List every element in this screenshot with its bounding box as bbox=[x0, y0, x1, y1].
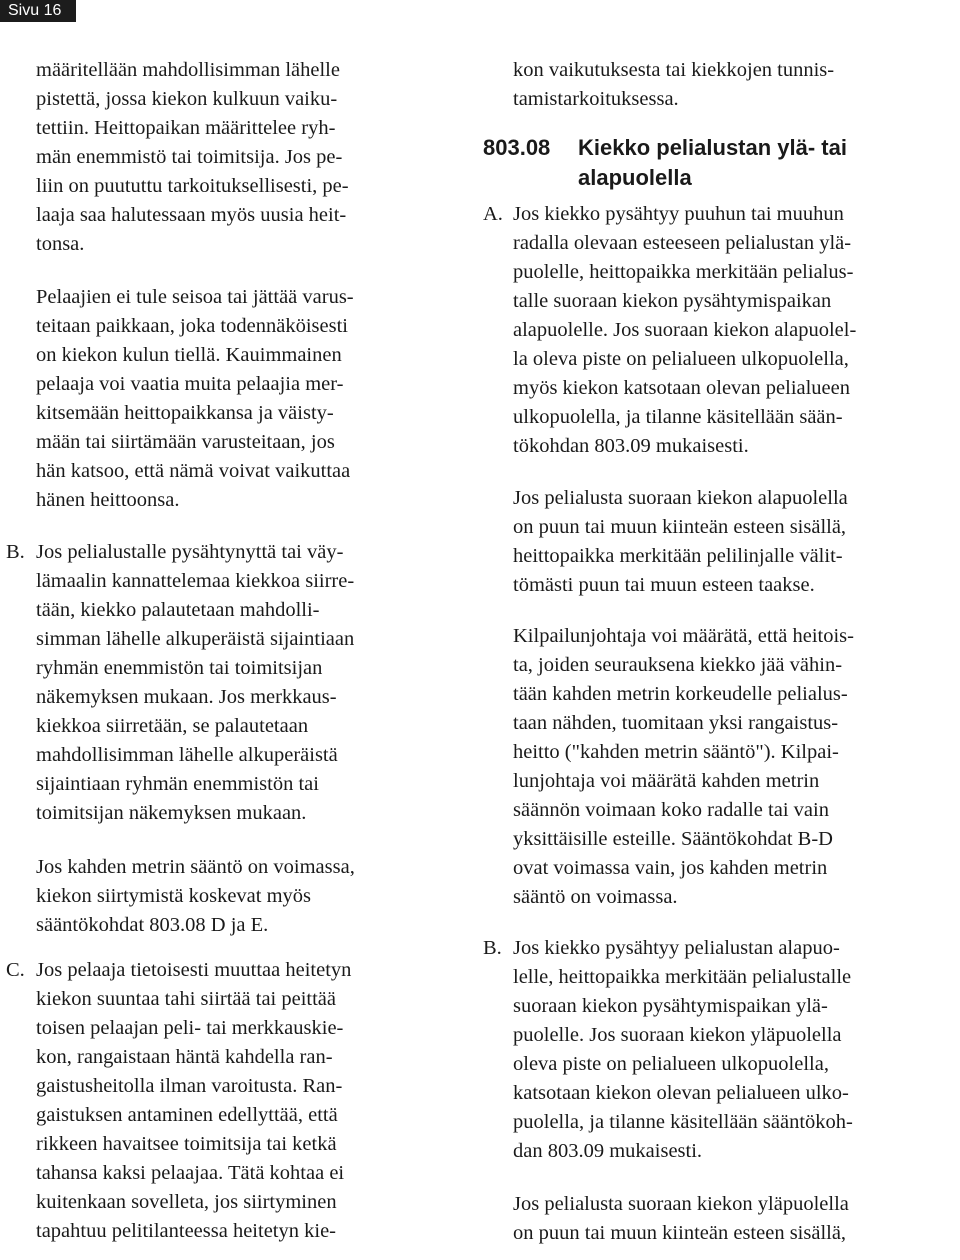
text-line: mään tai siirtämään varusteitaan, jos bbox=[36, 431, 335, 453]
text-line: hänen heittoonsa. bbox=[36, 489, 180, 511]
text-line: kuitenkaan sovelleta, jos siirtyminen bbox=[36, 1191, 337, 1213]
text-line: yksittäisille esteille. Sääntökohdat B-D bbox=[513, 828, 833, 850]
text-line: Jos pelaaja tietoisesti muuttaa heitetyn bbox=[36, 959, 352, 981]
text-line: tahansa kaksi pelaajaa. Tätä kohtaa ei bbox=[36, 1162, 345, 1184]
text-line: Jos pelialusta suoraan kiekon yläpuolella bbox=[513, 1193, 849, 1215]
section-marker-a: A. bbox=[483, 203, 503, 225]
text-line: gaistuksen antaminen edellyttää, että bbox=[36, 1104, 338, 1126]
text-line: Jos kiekko pysähtyy puuhun tai muuhun bbox=[513, 203, 844, 225]
text-line: hän katsoo, että nämä voivat vaikuttaa bbox=[36, 460, 351, 482]
text-line: näkemyksen mukaan. Jos merkkaus- bbox=[36, 686, 337, 708]
text-line: määritellään mahdollisimman lähelle bbox=[36, 59, 340, 81]
text-line: sijaintiaan ryhmän enemmistön tai bbox=[36, 773, 319, 795]
text-line: ryhmän enemmistön tai toimitsijan bbox=[36, 657, 323, 679]
text-line: Kilpailunjohtaja voi määrätä, että heitois- bbox=[513, 625, 854, 647]
text-line: tömästi puun tai muun esteen taakse. bbox=[513, 574, 815, 596]
text-line: lunjohtaja voi määrätä kahden metrin bbox=[513, 770, 820, 792]
text-line: kiekon suuntaa tahi siirtää tai peittää bbox=[36, 988, 336, 1010]
text-line: toimitsijan näkemyksen mukaan. bbox=[36, 802, 307, 824]
text-line: dan 803.09 mukaisesti. bbox=[513, 1140, 703, 1162]
text-line: oleva piste on pelialueen ulkopuolella, bbox=[513, 1053, 829, 1075]
text-line: laaja saa halutessaan myös uusia heit- bbox=[36, 204, 347, 226]
text-line: gaistusheitolla ilman varoitusta. Ran- bbox=[36, 1075, 343, 1097]
text-line: ovat voimassa vain, jos kahden metrin bbox=[513, 857, 828, 879]
text-line: heitto ("kahden metrin sääntö"). Kilpai- bbox=[513, 741, 839, 763]
text-line: la oleva piste on pelialueen ulkopuolella, bbox=[513, 348, 849, 370]
page-number-label: Sivu 16 bbox=[8, 2, 62, 19]
text-line: kon, rangaistaan häntä kahdella ran- bbox=[36, 1046, 333, 1068]
text-line: säännön voimaan koko radalle tai vain bbox=[513, 799, 829, 821]
text-line: radalla olevaan esteeseen pelialustan ylä- bbox=[513, 232, 852, 254]
text-line: pistettä, jossa kiekon kulkuun vaiku- bbox=[36, 88, 338, 110]
page-number-tab bbox=[0, 0, 76, 22]
text-line: kitsemään heittopaikkansa ja väisty- bbox=[36, 402, 334, 424]
text-line: kiekkoa siirretään, se palautetaan bbox=[36, 715, 309, 737]
text-line: sääntö on voimassa. bbox=[513, 886, 678, 908]
text-line: ta, joiden seurauksena kiekko jää vähin- bbox=[513, 654, 843, 676]
section-marker-c: C. bbox=[6, 959, 25, 981]
text-line: tapahtuu pelitilanteessa heitetyn kie- bbox=[36, 1220, 336, 1242]
text-line: toisen pelaajan peli- tai merkkauskie- bbox=[36, 1017, 344, 1039]
text-line: katsotaan kiekon olevan pelialueen ulko- bbox=[513, 1082, 849, 1104]
text-line: pelaaja voi vaatia muita pelaajia mer- bbox=[36, 373, 344, 395]
text-line: ulkopuolella, ja tilanne käsitellään sään- bbox=[513, 406, 843, 428]
text-line: on kiekon kulun tiellä. Kauimmainen bbox=[36, 344, 342, 366]
text-line: lämaalin kannattelemaa kiekkoa siirre- bbox=[36, 570, 355, 592]
text-line: rikkeen havaitsee toimitsija tai ketkä bbox=[36, 1133, 337, 1155]
text-line: myös kiekon katsotaan olevan pelialueen bbox=[513, 377, 851, 399]
text-line: sääntökohdat 803.08 D ja E. bbox=[36, 914, 269, 936]
text-line: simman lähelle alkuperäistä sijaintiaan bbox=[36, 628, 355, 650]
section-marker-b: B. bbox=[6, 541, 25, 563]
text-line: Jos kahden metrin sääntö on voimassa, bbox=[36, 856, 355, 878]
text-line: kiekon siirtymistä koskevat myös bbox=[36, 885, 312, 907]
text-line: tamistarkoituksessa. bbox=[513, 88, 679, 110]
text-line: on puun tai muun kiinteän esteen sisällä, bbox=[513, 1222, 847, 1244]
section-heading: Kiekko pelialustan ylä- tai bbox=[578, 135, 847, 160]
text-line: lelle, heittopaikka merkitään pelialustalle bbox=[513, 966, 852, 988]
text-line: liin on puututtu tarkoituksellisesti, pe- bbox=[36, 175, 349, 197]
text-line: Jos kiekko pysähtyy pelialustan alapuo- bbox=[513, 937, 840, 959]
section-heading: alapuolella bbox=[578, 165, 692, 190]
text-line: suoraan kiekon pysähtymispaikan ylä- bbox=[513, 995, 828, 1017]
text-line: taan nähden, tuomitaan yksi rangaistus- bbox=[513, 712, 839, 734]
text-line: Jos pelialustalle pysähtynyttä tai väy- bbox=[36, 541, 344, 563]
text-line: heittopaikka merkitään pelilinjalle välit- bbox=[513, 545, 843, 567]
text-line: tökohdan 803.09 mukaisesti. bbox=[513, 435, 749, 457]
text-line: tään kahden metrin korkeudelle pelialus- bbox=[513, 683, 848, 705]
text-line: talle suoraan kiekon pysähtymispaikan bbox=[513, 290, 832, 312]
text-line: puolella, ja tilanne käsitellään sääntökoh- bbox=[513, 1111, 853, 1133]
text-line: on puun tai muun kiinteän esteen sisällä, bbox=[513, 516, 847, 538]
text-line: män enemmistö tai toimitsija. Jos pe- bbox=[36, 146, 343, 168]
section-number: 803.08 bbox=[483, 135, 551, 160]
text-line: Pelaajien ei tule seisoa tai jättää varus- bbox=[36, 286, 354, 308]
text-line: puolelle. Jos suoraan kiekon yläpuolella bbox=[513, 1024, 842, 1046]
text-line: alapuolelle. Jos suoraan kiekon alapuolel- bbox=[513, 319, 857, 341]
text-line: puolelle, heittopaikka merkitään pelialus- bbox=[513, 261, 854, 283]
text-line: Jos pelialusta suoraan kiekon alapuolella bbox=[513, 487, 848, 509]
section-marker-b: B. bbox=[483, 937, 502, 959]
text-line: kon vaikutuksesta tai kiekkojen tunnis- bbox=[513, 59, 835, 81]
text-line: teitaan paikkaan, joka todennäköisesti bbox=[36, 315, 348, 337]
text-line: tettiin. Heittopaikan määrittelee ryh- bbox=[36, 117, 336, 139]
text-line: mahdollisimman lähelle alkuperäistä bbox=[36, 744, 338, 766]
text-line: tonsa. bbox=[36, 233, 85, 255]
text-line: tään, kiekko palautetaan mahdolli- bbox=[36, 599, 320, 621]
